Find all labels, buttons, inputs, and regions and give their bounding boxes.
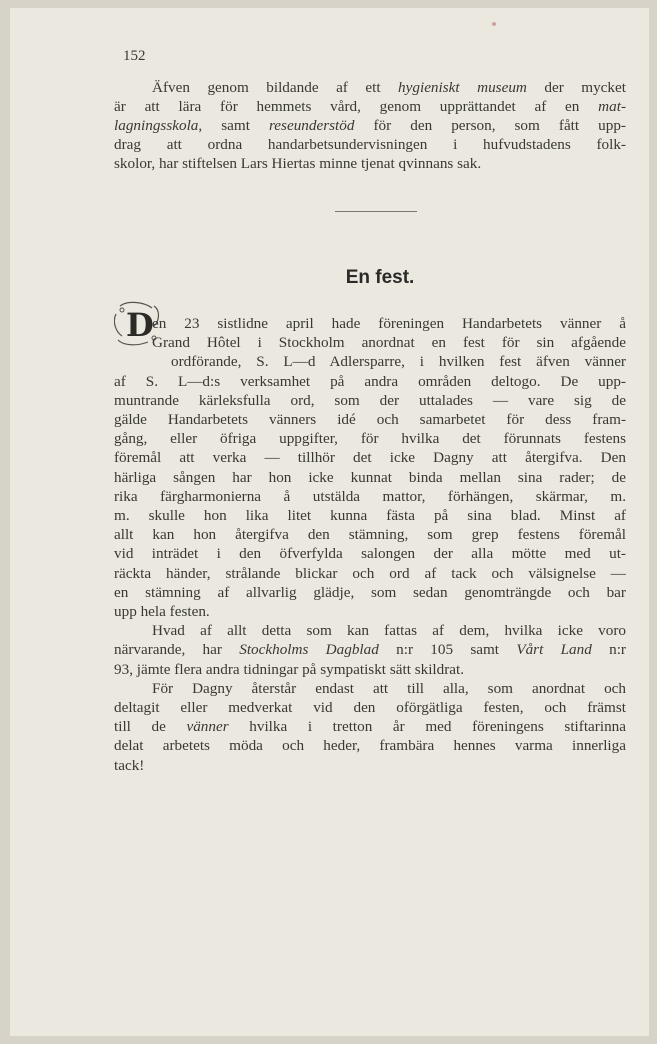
section-heading: En fest.: [345, 267, 415, 288]
text-line: Hvad af allt detta som kan fattas af dem, hvilka icke voro: [152, 622, 626, 640]
text-line: För Dagny återstår endast att till alla, som anordnat och: [152, 679, 626, 697]
text-line: härliga sången har hon icke kunnat binda mellan sina rader; de: [114, 468, 626, 486]
text-line: lagningsskola, samt reseunderstöd för den person, som fått upp-: [114, 117, 626, 134]
text-line: delat arbetets möda och heder, frambära hennes varma innerliga: [114, 737, 626, 755]
text-line: upp hela festen.: [114, 603, 210, 621]
text-line: närvarande, har Stockholms Dagblad n:r 105 samt Vårt Land n:r: [114, 641, 626, 659]
text-line: Äfven genom bildande af ett hygieniskt museum der mycket: [152, 79, 626, 96]
text-line: ordförande, S. L—d Adlersparre, i hvilken fest äfven vänner: [171, 353, 626, 371]
text-line: allt kan hon återgifva den stämning, som grep festens föremål: [114, 526, 626, 544]
text-line: 93, jämte flera andra tidningar på sympatiskt sätt skildrat.: [114, 660, 465, 678]
text-line: af S. L—d:s verksamhet på andra områden deltogo. De upp-: [114, 372, 626, 390]
page-number: 152: [123, 48, 146, 64]
ink-spot: [492, 22, 496, 26]
text-line: en 23 sistlidne april hade föreningen Handarbetets vänner å: [152, 315, 626, 332]
initial-letter: D: [126, 306, 154, 344]
text-line: deltagit eller medverkat vid den oförgätliga festen, och främst: [114, 699, 626, 717]
text-line: föremål att verka — tillhör det icke Dagny att återgifva. Den: [114, 449, 626, 467]
book-page: [10, 8, 649, 1036]
paragraph-museum: [114, 78, 626, 173]
text-line: drag att ordna handarbetsundervisningen i hufvudstadens folk-: [114, 136, 626, 153]
text-line: räckta händer, strålande blickar och ord af tack och välsignelse —: [114, 564, 626, 582]
paragraph-fest: [114, 314, 626, 775]
text-line: muntrande kärleksfulla ord, som der uttalades — vare sig de: [114, 391, 626, 409]
text-line: rika färgharmonierna å utstälda mattor, förhängen, skärmar, m.: [114, 487, 626, 505]
text-line: vid inträdet i den öfverfylda salongen der alla mötte med ut-: [114, 545, 626, 563]
text-line: gång, eller öfriga uppgifter, för hvilka det förunnats festens: [114, 430, 626, 448]
text-line: tack!: [114, 756, 145, 774]
text-line: skolor, har stiftelsen Lars Hiertas minne tjenat qvinnans sak.: [114, 155, 482, 172]
text-line: till de vänner hvilka i tretton år med föreningens stiftarinna: [114, 718, 626, 736]
text-line: Grand Hôtel i Stockholm anordnat en fest för sin afgående: [152, 334, 626, 352]
text-line: m. skulle hon lika litet kunna fästa på sina blad. Minst af: [114, 507, 626, 525]
text-line: gälde Handarbetets vänners idé och samarbetet för dess fram-: [114, 411, 626, 429]
text-line: är att lära för hemmets vård, genom upprättandet af en mat-: [114, 98, 626, 115]
section-divider: [335, 211, 417, 212]
text-line: en stämning af allvarlig glädje, som sedan genomträngde och bar: [114, 583, 626, 601]
